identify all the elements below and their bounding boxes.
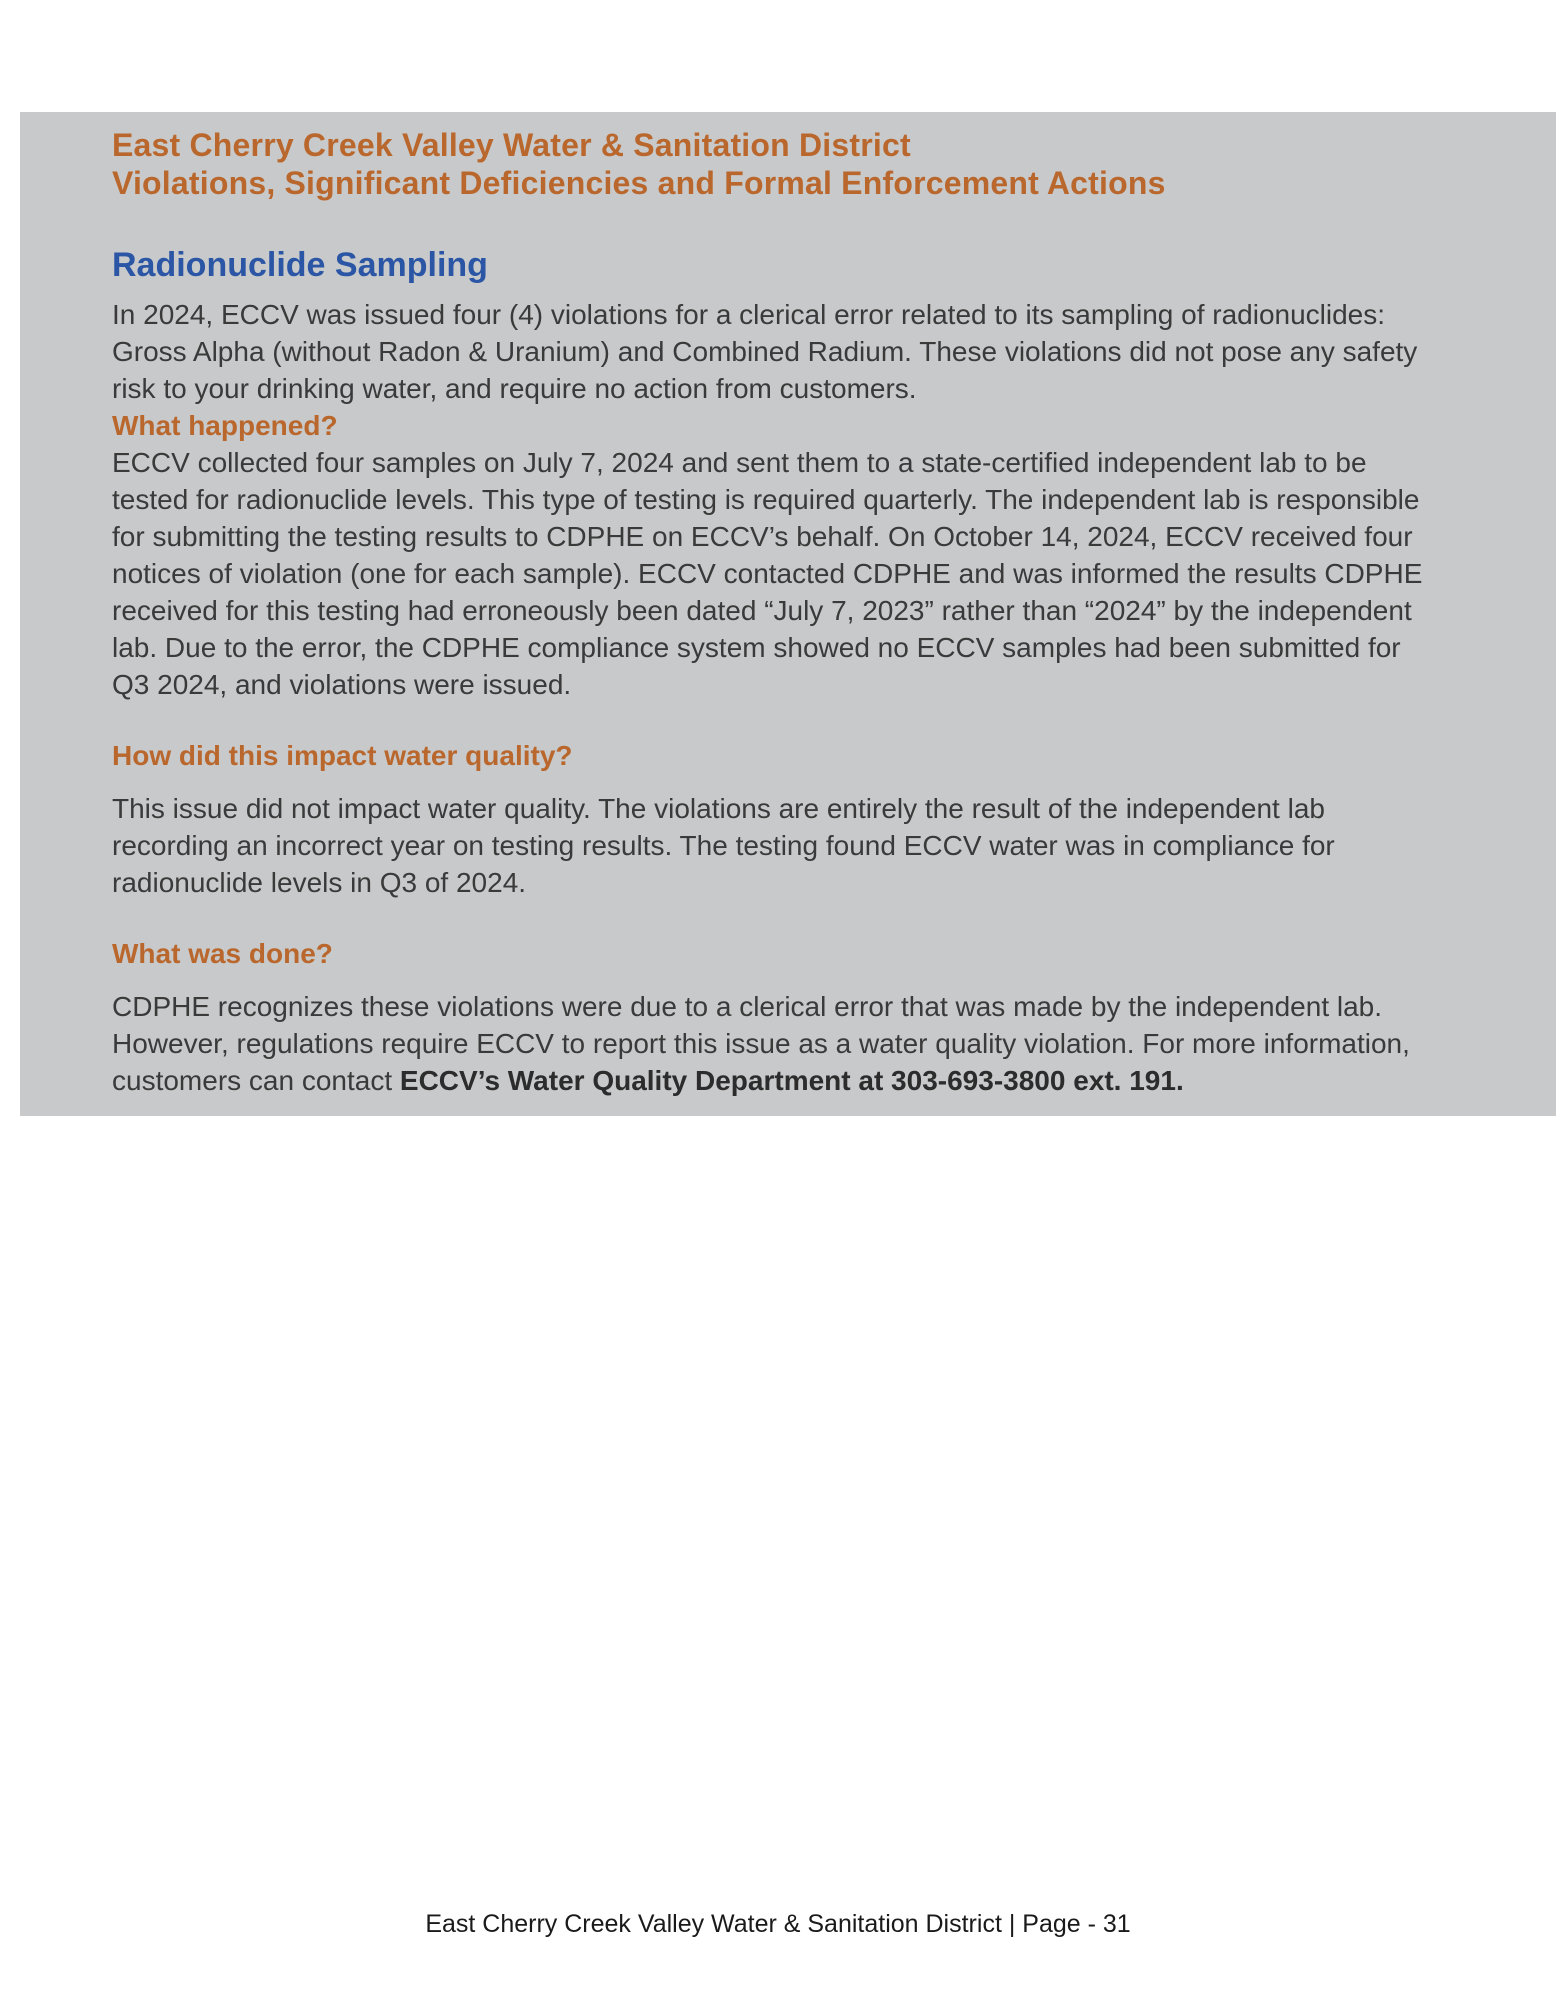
- contact-info-bold: ECCV’s Water Quality Department at 303-693-3800 ext. 191.: [399, 1065, 1184, 1096]
- document-title-line-1: East Cherry Creek Valley Water & Sanitation District: [112, 127, 911, 163]
- document-title: [112, 126, 1444, 202]
- intro-paragraph: In 2024, ECCV was issued four (4) violations for a clerical error related to its sampling of radionuclides: Gross Alpha (without Radon & Uranium) and Combined Radium. These violations did not pose any safety risk to your drinking water, and require no action from customers.: [112, 299, 1418, 404]
- question-what-was-done: What was done?: [112, 938, 333, 969]
- page-footer: East Cherry Creek Valley Water & Sanitation District | Page - 31: [425, 1910, 1131, 1938]
- question-what-happened: What happened?: [112, 410, 338, 441]
- question-impact-water-quality: How did this impact water quality?: [112, 740, 573, 771]
- answer-what-was-done-text: CDPHE recognizes these violations were due to a clerical error that was made by the independent lab. However, regulations require ECCV to report this issue as a water quality violation. For more information, customers can contact: [112, 991, 1410, 1096]
- document-title-line-2: Violations, Significant Deficiencies and Formal Enforcement Actions: [112, 165, 1166, 201]
- content-panel: [20, 112, 1556, 1116]
- answer-what-was-done: [112, 988, 1444, 1099]
- answer-impact-water-quality: This issue did not impact water quality. The violations are entirely the result of the independent lab recording an incorrect year on testing results. The testing found ECCV water was in compliance for radionuclide levels in Q3 of 2024.: [112, 793, 1335, 898]
- section-title-radionuclide-sampling: Radionuclide Sampling: [112, 246, 488, 284]
- answer-what-happened: ECCV collected four samples on July 7, 2024 and sent them to a state-certified independent lab to be tested for radionuclide levels. This type of testing is required quarterly. The independent lab is responsible for submitting the testing results to CDPHE on ECCV’s behalf. On October 14, 2024, ECCV received four notices of violation (one for each sample). ECCV contacted CDPHE and was informed the results CDPHE received for this testing had erroneously been dated “July 7, 2023” rather than “2024” by the independent lab. Due to the error, the CDPHE compliance system showed no ECCV samples had been submitted for Q3 2024, and violations were issued.: [112, 447, 1423, 700]
